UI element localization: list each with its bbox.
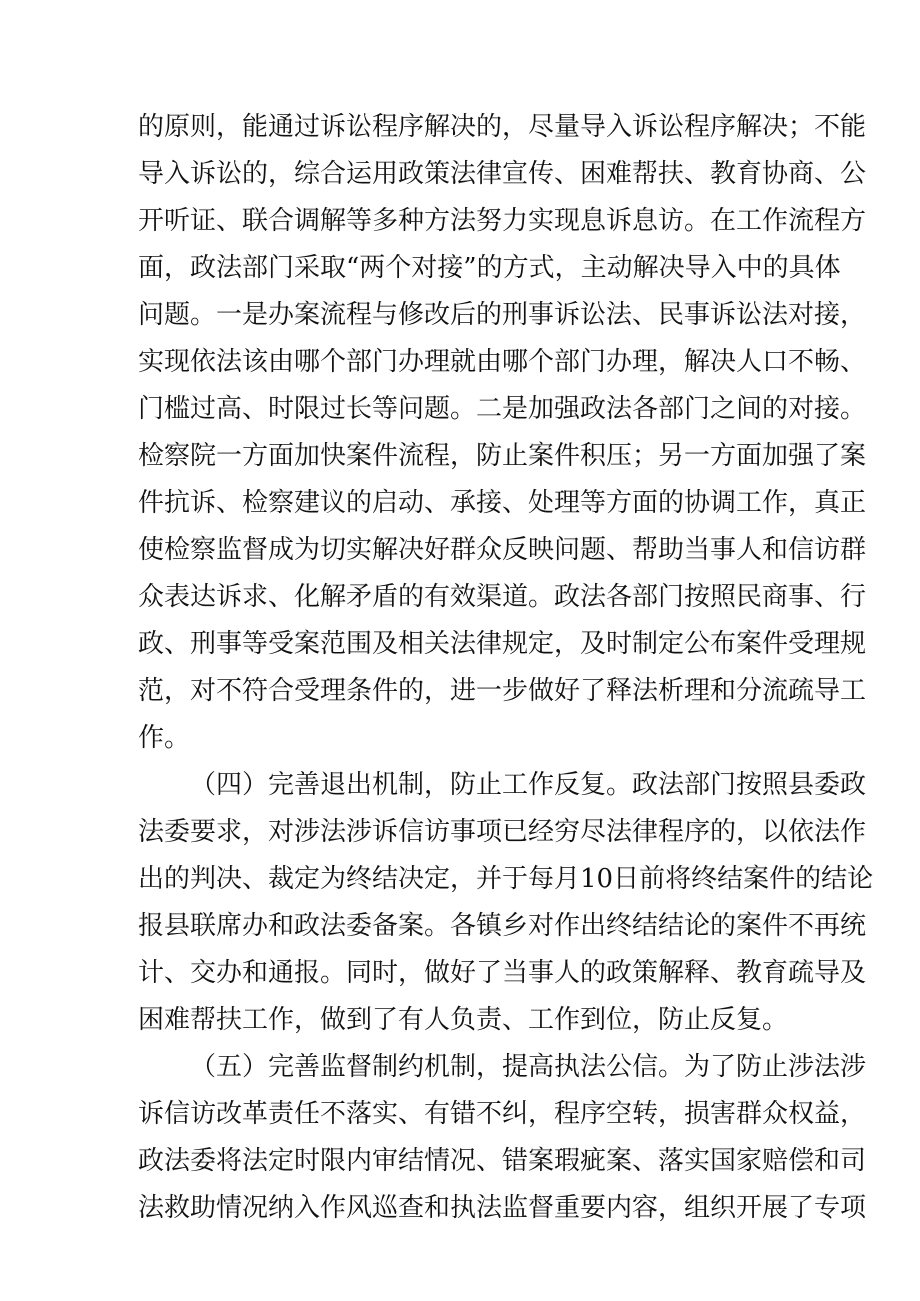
section-five-heading-line: （五）完善监督制约机制，提高执法公信。为了防止涉法涉 — [190, 1052, 867, 1082]
text-line-1: 的原则，能通过诉讼程序解决的，尽量导入诉讼程序解决；不能 — [138, 112, 867, 142]
text-line-23: 政法委将法定时限内审结情况、错案瑕疵案、落实国家赔偿和司 — [138, 1146, 867, 1176]
text-line-16: 法委要求，对涉法涉诉信访事项已经穷尽法律程序的，以依法作 — [138, 817, 867, 847]
text-line-5: 问题。一是办案流程与修改后的刑事诉讼法、民事诉讼法对接， — [138, 300, 867, 330]
section-four-heading-line: （四）完善退出机制，防止工作反复。政法部门按照县委政 — [190, 770, 867, 800]
text-line-17: 出的判决、裁定为终结决定，并于每月10日前将终结案件的结论 — [138, 864, 874, 894]
text-line-3: 开听证、联合调解等多种方法努力实现息诉息访。在工作流程方 — [138, 206, 867, 236]
text-line-4: 面，政法部门采取“两个对接”的方式，主动解决导入中的具体 — [138, 253, 841, 283]
text-line-22: 诉信访改革责任不落实、有错不纠，程序空转，损害群众权益， — [138, 1099, 867, 1129]
text-line-12: 政、刑事等受案范围及相关法律规定，及时制定公布案件受理规 — [138, 629, 867, 659]
text-line-13: 范，对不符合受理条件的，进一步做好了释法析理和分流疏导工 — [138, 676, 867, 706]
text-line-11: 众表达诉求、化解矛盾的有效渠道。政法各部门按照民商事、行 — [138, 582, 867, 612]
text-line-20: 困难帮扶工作，做到了有人负责、工作到位，防止反复。 — [138, 1005, 789, 1035]
text-line-2: 导入诉讼的，综合运用政策法律宣传、困难帮扶、教育协商、公 — [138, 159, 867, 189]
text-line-14: 作。 — [138, 723, 191, 753]
text-line-18: 报县联席办和政法委备案。各镇乡对作出终结结论的案件不再统 — [138, 911, 867, 941]
text-line-19: 计、交办和通报。同时，做好了当事人的政策解释、教育疏导及 — [138, 958, 867, 988]
text-line-7: 门槛过高、时限过长等问题。二是加强政法各部门之间的对接。 — [138, 394, 867, 424]
text-line-8: 检察院一方面加快案件流程，防止案件积压；另一方面加强了案 — [138, 441, 867, 471]
text-line-6: 实现依法该由哪个部门办理就由哪个部门办理，解决人口不畅、 — [138, 347, 867, 377]
text-line-9: 件抗诉、检察建议的启动、承接、处理等方面的协调工作，真正 — [138, 488, 867, 518]
text-line-24: 法救助情况纳入作风巡查和执法监督重要内容，组织开展了专项 — [138, 1193, 867, 1223]
text-line-10: 使检察监督成为切实解决好群众反映问题、帮助当事人和信访群 — [138, 535, 867, 565]
